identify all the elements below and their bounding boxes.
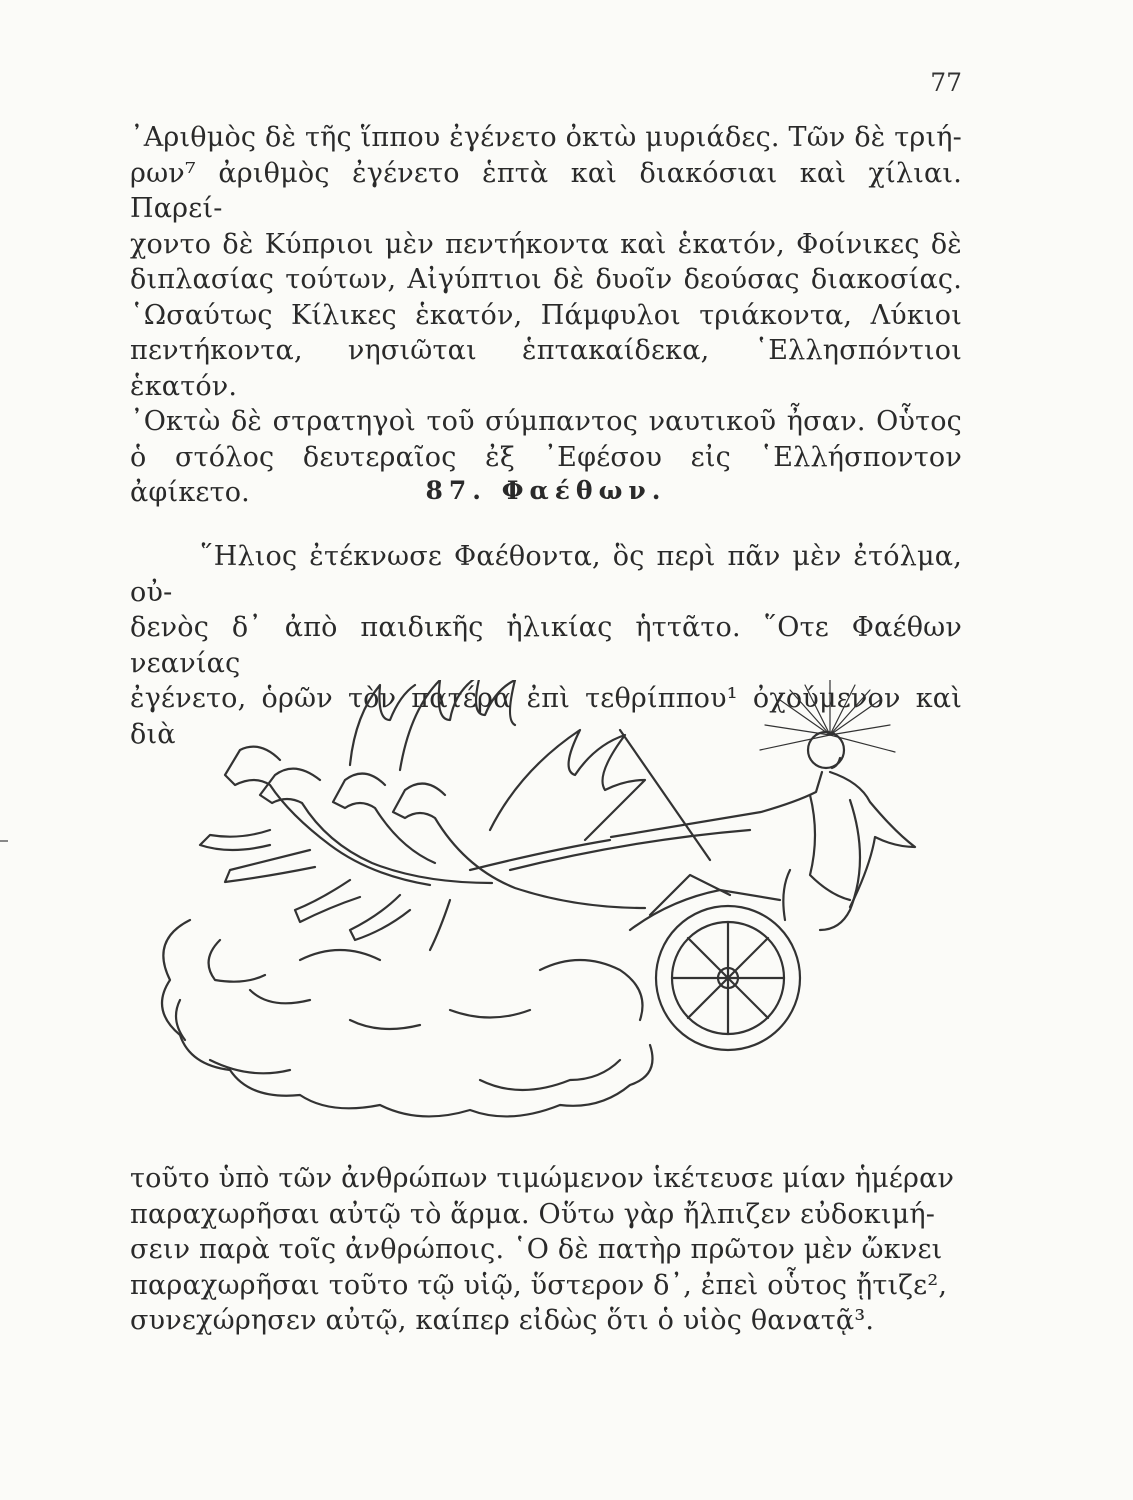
text-line: δενὸς δ᾿ ἀπὸ παιδικῆς ἡλικίας ἡττᾶτο. ῞Οτε Φαέθων νεανίας [130, 612, 962, 679]
text-line: παραχωρῆσαι τοῦτο τῷ υἱῷ, ὕστερον δ᾿, ἐπεὶ οὗτος ᾔτιζε², [130, 1269, 948, 1301]
text-line: συνεχώρησεν αὐτῷ, καίπερ εἰδὼς ὅτι ὁ υἱὸς θανατᾷ³. [130, 1305, 875, 1336]
paragraph-3 [130, 1161, 962, 1339]
margin-mark [0, 840, 8, 842]
winged-horses-icon [200, 680, 645, 950]
page-number: 77 [930, 68, 962, 97]
text-line: ῞Ηλιος ἐτέκνωσε Φαέθοντα, ὃς περὶ πᾶν μὲν ἐτόλμα, οὐ- [130, 541, 962, 608]
paragraph-1 [130, 120, 962, 511]
text-line: ῾Ωσαύτως Κίλικες ἑκατόν, Πάμφυλοι τριάκοντα, Λύκιοι [130, 299, 962, 331]
section-heading: 87. Φαέθων. [425, 476, 667, 505]
text-line: τοῦτο ὑπὸ τῶν ἀνθρώπων τιμώμενον ἱκέτευσε μίαν ἡμέραν [130, 1163, 955, 1194]
text-line: ᾿Οκτὼ δὲ στρατηγοὶ τοῦ σύμπαντος ναυτικοῦ ἦσαν. Οὗτος [130, 406, 962, 437]
text-line: ἐγένετο, ὁρῶν τὸν πατέρα ἐπὶ τεθρίππου¹ ὀχούμενον καὶ διὰ [130, 683, 962, 750]
clouds-icon [162, 920, 653, 1116]
reins-icon [470, 840, 610, 870]
text-line: παραχωρῆσαι αὐτῷ τὸ ἅρμα. Οὕτω γὰρ ἤλπιζεν εὐδοκιμή- [130, 1198, 936, 1230]
sun-rays-icon [760, 680, 895, 752]
chariot-wheel-icon [630, 875, 800, 1050]
text-line: σειν παρὰ τοῖς ἀνθρώποις. ῾Ο δὲ πατὴρ πρῶτον μὲν ὤκνει [130, 1234, 943, 1265]
helios-figure-icon [611, 732, 915, 930]
text-line: διπλασίας τούτων, Αἰγύπτιοι δὲ δυοῖν δεούσας διακοσίας. [130, 264, 962, 295]
helios-chariot-illustration [150, 680, 950, 1150]
text-line: ὁ στόλος δευτεραῖος ἐξ ᾿Εφέσου εἰς ῾Ελλήσποντον ἀφίκετο. [130, 441, 962, 508]
text-line: χοντο δὲ Κύπριοι μὲν πεντήκοντα καὶ ἑκατόν, Φοίνικες δὲ [130, 228, 962, 260]
text-line: ᾿Αριθμὸς δὲ τῆς ἵππου ἐγένετο ὀκτὼ μυριάδες. Τῶν δὲ τριή- [130, 122, 962, 153]
text-line: πεντήκοντα, νησιῶται ἑπτακαίδεκα, ῾Ελλησπόντιοι ἑκατόν. [130, 335, 962, 402]
text-line: ρων⁷ ἀριθμὸς ἐγένετο ἑπτὰ καὶ διακόσιαι καὶ χίλιαι. Παρεί- [130, 157, 962, 224]
